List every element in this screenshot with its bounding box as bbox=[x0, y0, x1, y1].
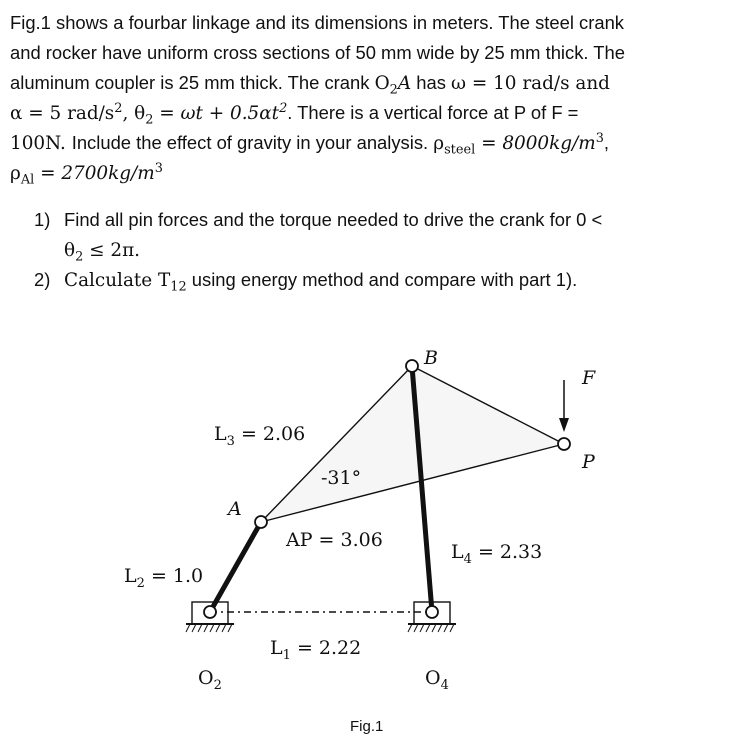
alpha-value: α = 5 rad/$s^2$ bbox=[10, 100, 123, 124]
label-b: B bbox=[424, 347, 438, 369]
label-o4: $O_4$ bbox=[425, 667, 449, 693]
problem-line-4: α = 5 rad/$s^2$, $\theta_2 = \omega t + 0.5\alpha t^2$. There is a vertical force at P of F = bbox=[10, 100, 579, 128]
ground-support-o2 bbox=[186, 602, 234, 632]
label-f: F bbox=[582, 367, 596, 389]
question-list bbox=[34, 205, 602, 295]
label-l2: $L_2 = 1.0$ bbox=[124, 565, 204, 591]
ground-support-o4 bbox=[408, 602, 456, 632]
theta-equation: $\omega t + 0.5\alpha t^2$ bbox=[180, 100, 288, 124]
question-2-text: Calculate $T_{12}$ using energy method and compare with part 1). bbox=[64, 269, 578, 295]
pin-b bbox=[406, 360, 418, 372]
problem-line-2: and rocker have uniform cross sections of 50 mm wide by 25 mm thick. The bbox=[10, 42, 625, 63]
label-l3: $L_3 = 2.06$ bbox=[214, 423, 306, 449]
label-o2: $O_2$ bbox=[198, 667, 222, 693]
point-p bbox=[558, 438, 570, 450]
fourbar-linkage-figure bbox=[0, 330, 731, 741]
label-ap: AP = 3.06 bbox=[286, 529, 383, 551]
label-a: A bbox=[228, 498, 242, 520]
omega-value: ω = 10 rad/s and bbox=[451, 73, 610, 94]
problem-line-5: 100N. Include the effect of gravity in your analysis. $\rho_{steel} = 8000kg/m^3$, bbox=[10, 130, 610, 158]
force-value: 100N. bbox=[10, 133, 72, 154]
question-1-continuation: $\theta_2 \le 2\pi$. bbox=[64, 240, 141, 265]
label-p: P bbox=[582, 451, 595, 473]
label-l1: $L_1 = 2.22$ bbox=[270, 637, 362, 663]
question-2-number: 2) bbox=[34, 269, 51, 290]
rho-al: $\rho_{Al} = 2700kg/m^3$ bbox=[10, 160, 163, 188]
question-1 bbox=[34, 205, 602, 235]
question-1-number: 1) bbox=[34, 209, 51, 230]
rho-steel: $\rho_{steel} = 8000kg/m^3$ bbox=[433, 130, 604, 158]
crank-link bbox=[210, 522, 261, 612]
problem-line-6 bbox=[10, 158, 725, 188]
force-arrow bbox=[559, 380, 569, 432]
theta-symbol: , $\theta_2$ = bbox=[122, 103, 181, 128]
problem-line-3: aluminum coupler is 25 mm thick. The crank $O_2A$ has ω = 10 rad/s and bbox=[10, 72, 610, 98]
question-1-text: Find all pin forces and the torque needed to drive the crank for 0 < bbox=[64, 209, 603, 230]
problem-line-3-text: aluminum coupler is 25 mm thick. The crank bbox=[10, 72, 370, 93]
label-l4: $L_4 = 2.33$ bbox=[451, 541, 543, 567]
question-2 bbox=[34, 265, 602, 295]
label-angle: -31° bbox=[321, 467, 362, 489]
figure-caption: Fig.1 bbox=[350, 718, 384, 735]
problem-line-1: Fig.1 shows a fourbar linkage and its dimensions in meters. The steel crank bbox=[10, 12, 625, 33]
pin-a bbox=[255, 516, 267, 528]
problem-statement bbox=[10, 8, 725, 188]
crank-symbol: $O_2A$ bbox=[374, 73, 412, 98]
